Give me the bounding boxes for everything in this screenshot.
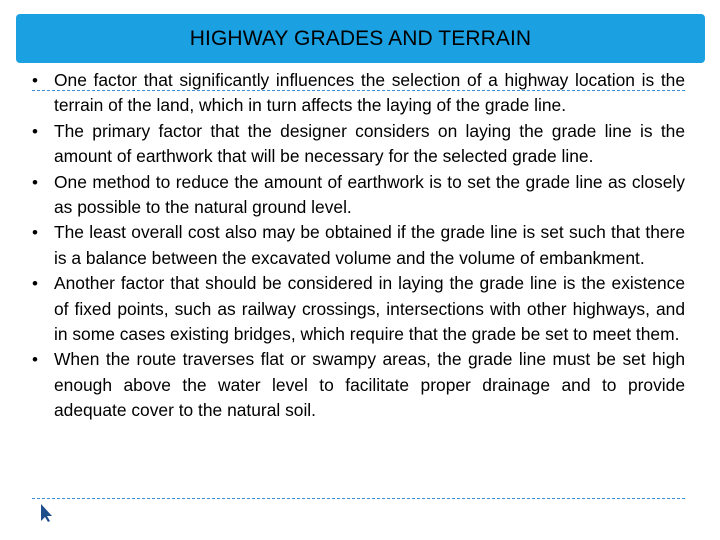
bullet-text: The primary factor that the designer considers on laying the grade line is the amount of earthwork that will be necessary for the selected grade line. [54,120,685,167]
slide-title: HIGHWAY GRADES AND TERRAIN [189,26,532,50]
bullet-item [32,347,685,423]
bullet-marker: • [32,350,38,370]
bullet-text: One method to reduce the amount of earthwork is to set the grade line as closely as possible to the natural ground level. [54,171,685,218]
bullet-list [32,68,685,424]
bullet-marker: • [32,121,38,141]
bullet-text: The least overall cost also may be obtained if the grade line is set such that there is a balance between the excavated volume and the volume of embankment. [54,222,685,268]
dashed-guide-line [32,498,685,499]
bullet-text: One factor that significantly influences the selection of a highway location is the terrain of the land, which in turn affects the laying of the grade line. [54,70,685,116]
bullet-marker: • [32,71,38,90]
bullet-item [32,119,685,170]
bullet-text: When the route traverses flat or swampy areas, the grade line must be set high enough above the water level to facilitate proper drainage and to provide adequate cover to the natural soil. [54,349,685,421]
bullet-item [32,170,685,221]
bullet-marker: • [32,223,38,243]
pointer-cursor-icon [40,503,52,528]
bullet-item [32,271,685,347]
slide-body [32,68,685,424]
bullet-item [32,220,685,271]
bullet-marker: • [32,172,38,192]
bullet-marker: • [32,274,38,294]
bullet-text: Another factor that should be considered in laying the grade line is the existence of fixed points, such as railway crossings, intersections with other highways, and in some cases existing bridges, which require that the grade be set to meet them. [54,273,685,345]
slide-title-bar [16,14,705,63]
bullet-item [32,68,685,119]
